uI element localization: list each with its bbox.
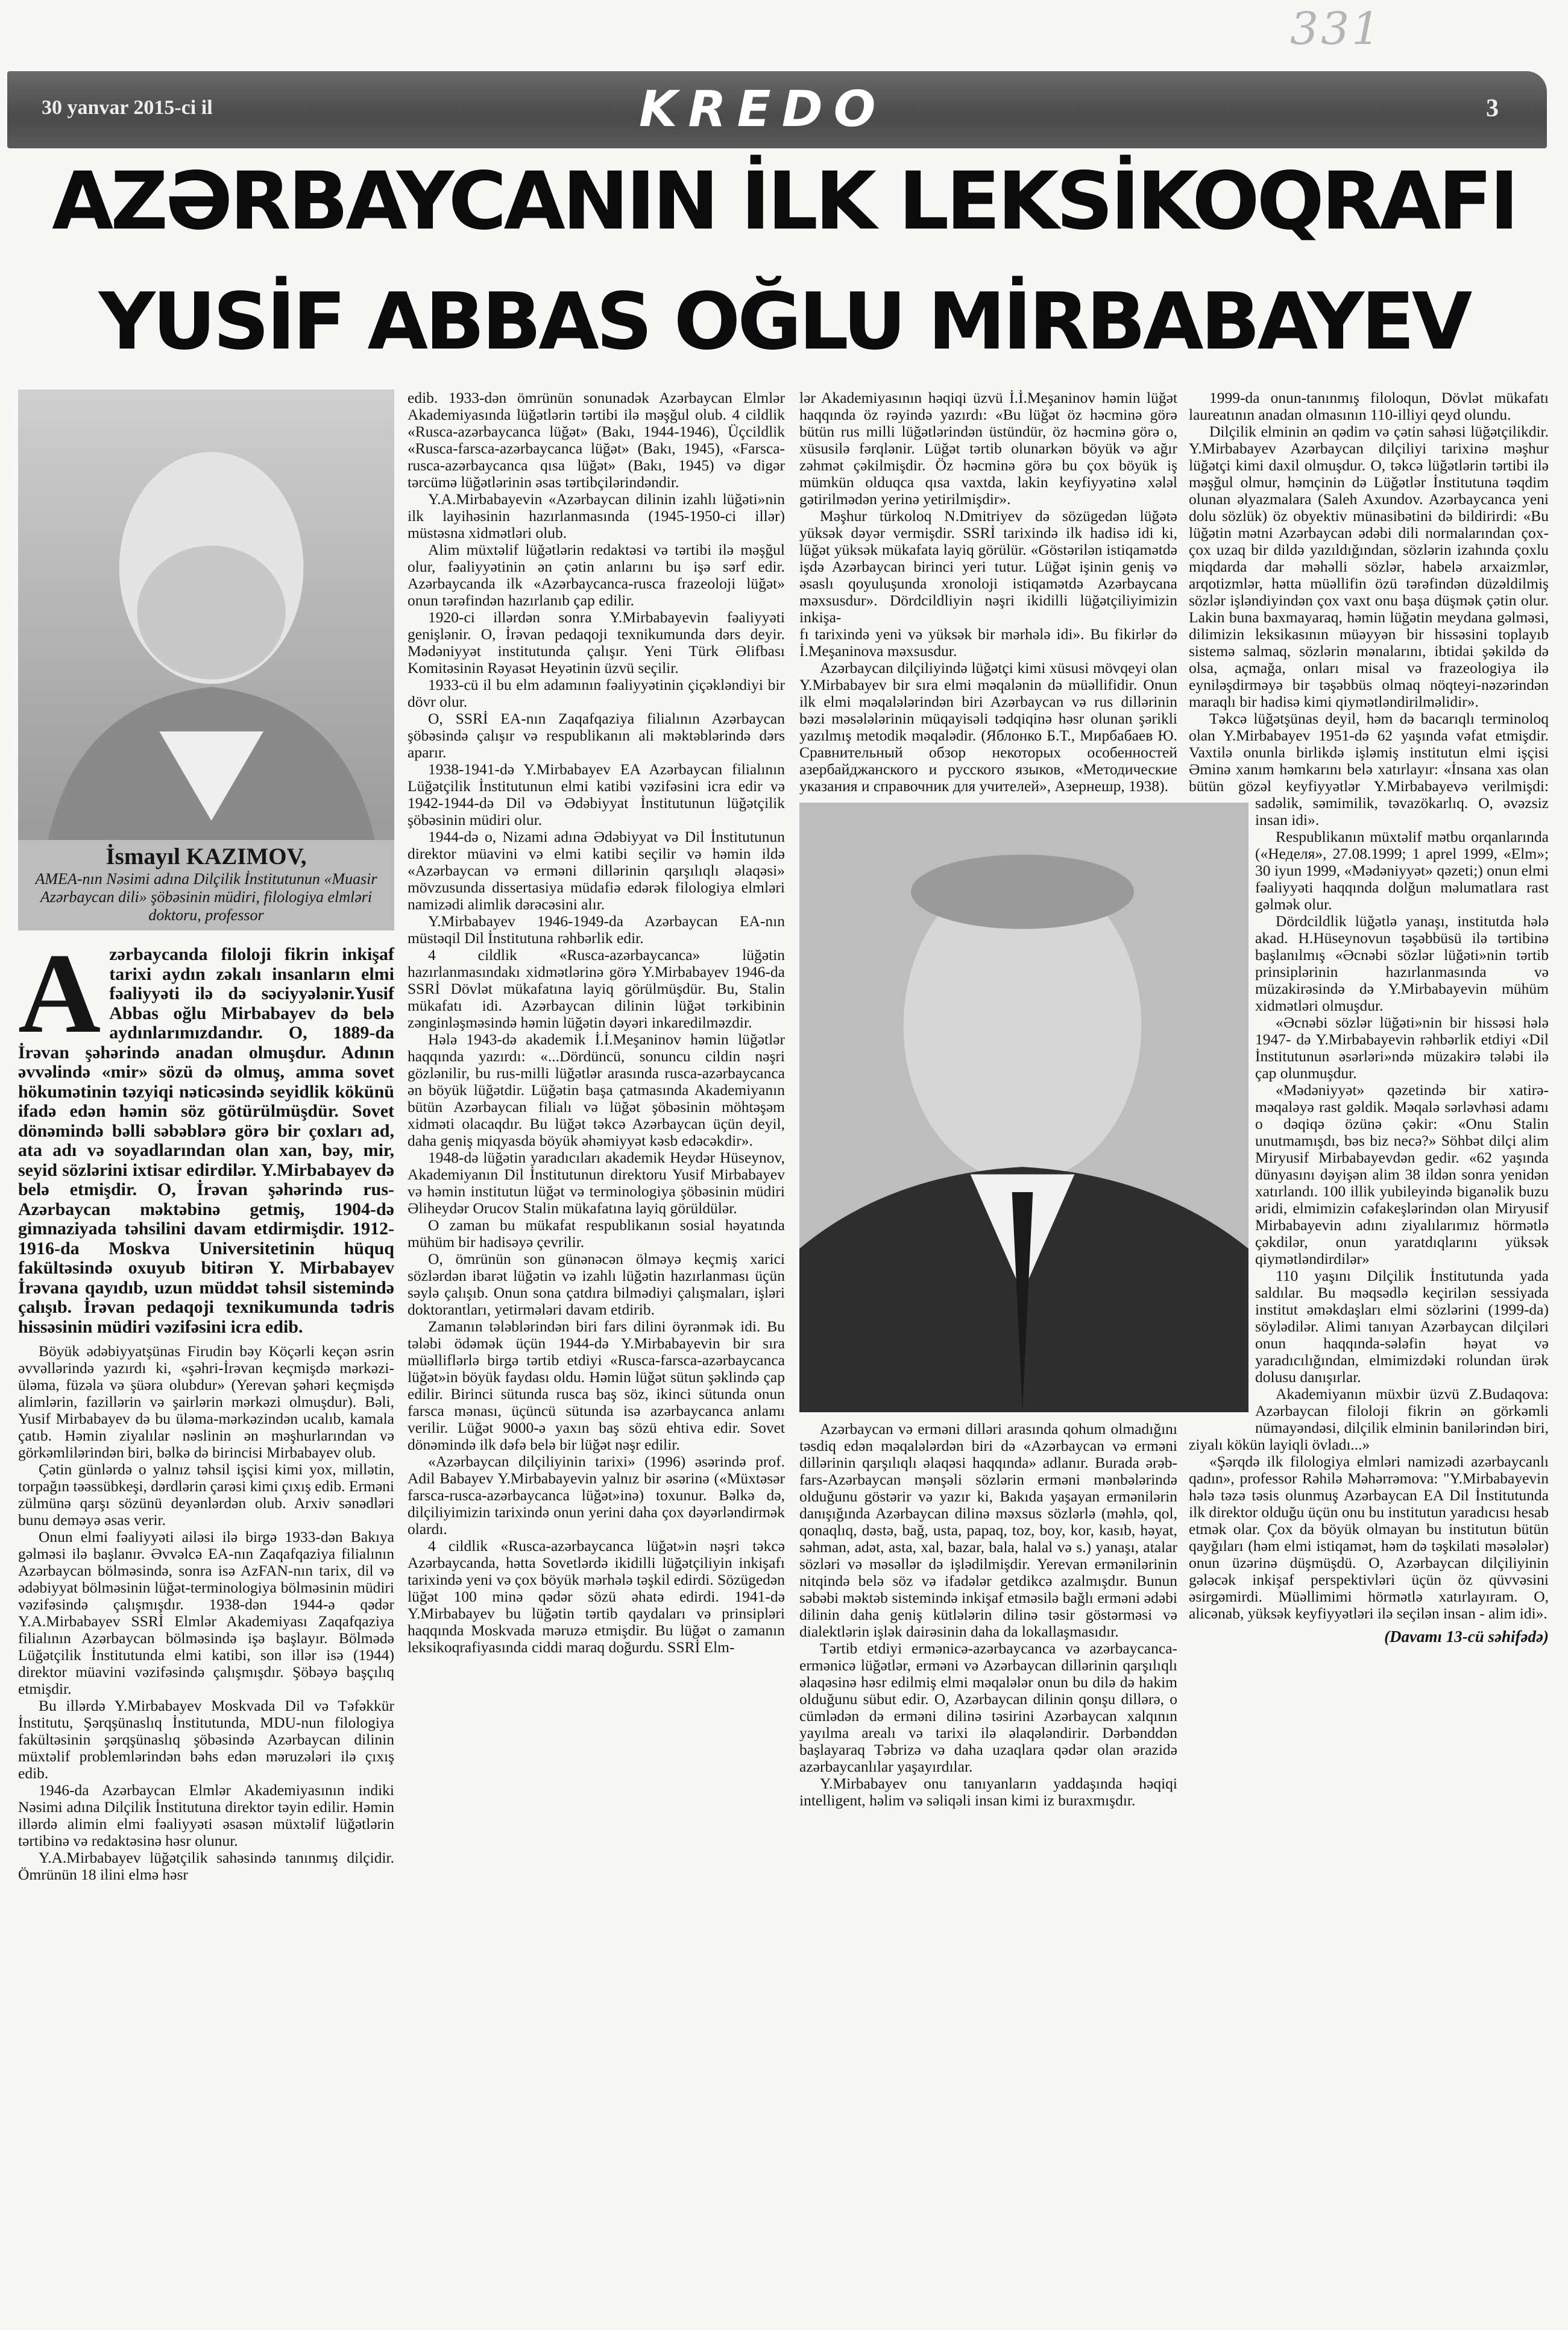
- issue-date: 30 yanvar 2015-ci il: [42, 96, 213, 119]
- paragraph: 4 cildlik «Rusca-azərbaycanca lüğət»in nəşri təkcə Azərbaycanda, hətta Sovetlərdə ikidilli lüğətçiliyin inkişafı tarixində yeni və çox böyük mərhələ təşkil edirdi. Sözügedən lüğət 100 minə qədər sözü əhatə edirdi. 1941-də Y.Mirbabayev bu lüğətin tərtib qaydaları və prinsipləri haqqında Moskvada məruzə etmişdir. Bu lüğət o zamanın leksikoqrafiyasında ciddi maraq doğurdu. SSRİ Elm-: [408, 1537, 785, 1656]
- paragraph: lər Akademiyasının həqiqi üzvü İ.İ.Meşaninov həmin lüğət haqqında öz rəyində yazırdı: «Bu lüğət öz həcminə görə bütün rus milli lüğətlərindən üstündür, öz həcminə görə o, xüsusilə fərqlənir. Lüğət tərtib olunarkən böyük və ağır zəhmət çəkilmişdir. Öz həcminə görə bu çox böyük iş mümkün olduqca qısa vaxtda, lakin keyfiyyətinə xələl gətirilmədən yerinə yetirilmişdir».: [799, 389, 1177, 508]
- article-column-2: [408, 390, 785, 1656]
- paragraph: Çətin günlərdə o yalnız təhsil işçisi kimi yox, millətin, torpağın təəssübkeşi, dərdlərin çarəsi kimi çıxış edib. Erməni zülmünə qarşı sözünü deyənlərdən olub. Arxiv sənədləri bunu deməyə əsas verir.: [18, 1460, 394, 1529]
- headline-line-2: [0, 276, 1568, 367]
- paragraph: Y.Mirbabayev onu tanıyanların yaddaşında həqiqi intelligent, həlim və səliqəli insan kimi iz buraxmışdır.: [799, 1775, 1177, 1809]
- paragraph: Respublikanın müxtəlif mətbu orqanlarında («Неделя», 27.08.1999; 1 aprel 1999, «Elm»; 30 iyun 1999, «Mədəniyyət» qəzeti;) onun elmi fəaliyyəti haqqında dolğun məlumatlara rast gəlmək olur.: [1255, 828, 1549, 913]
- paragraph: O, ömrünün son günənəcən ölməyə keçmiş xarici sözlərdən ibarət lüğətin və izahlı lüğətin hazırlanması üçün səylə çalışıb. Onun sona çatdıra bilmədiyi çalışmaları, işləri doktorantları, yetirmələri davam etdirib.: [408, 1250, 785, 1318]
- author-name: İsmayıl KAZIMOV,: [105, 844, 307, 870]
- paragraph: «Şərqdə ilk filologiya elmləri namizədi azərbaycanlı qadın», professor Rəhilə Məhərrəmova: "Y.Mirbabayevin hələ təzə təsis olunmuş Azərbaycan EA Dil İnstitutunda ilk direktor olduğu üçün onu bu institutun yaradıcısı hesab etmək olar. Çox da böyük olmayan bu institutun bütün qayğıları (həm elmi istiqamət, həm də təşkilati məsələlər) onun üzərinə düşmüşdü. O, Azərbaycan dilçiliyinin gələcək inkişaf perspektivləri üçün öz qüvvəsini əsirgəmirdi. Müəllimimi hörmətlə xatırlayıram. O, alicənab, yüksək keyfiyyətləri ilə seçilən insan - alim idi».: [1189, 1453, 1549, 1622]
- paragraph: Dördcildlik lüğətlə yanaşı, institutda hələ akad. H.Hüseynovun təşəbbüsü ilə tərtibinə başlanılmış «Əcnəbi sözlər lüğəti»nin tərtib prinsiplərinin hazırlanmasında və müzakirəsində də Y.Mirbabayevin mühüm xidmətləri olmuşdur.: [1255, 912, 1549, 1014]
- handwritten-page-number: 331: [1290, 3, 1383, 55]
- author-caption: [18, 840, 394, 930]
- author-role: AMEA-nın Nəsimi adına Dilçilik İnstitutunun «Muasir Azərbaycan dili» şöbəsinin müdiri, filologiya elmləri doktoru, professor: [35, 870, 377, 924]
- column-1-text: [18, 1343, 394, 1883]
- paragraph: Hələ 1943-də akademik İ.İ.Meşaninov həmin lüğətlər haqqında yazırdı: «...Dördüncü, sonuncu cildin nəşri gözlənilir, bu rus-milli lüğətlər arasında rusca-azərbaycanca ən böyük lüğətdir. Lüğətin başa çatmasında Akademiyanın bütün Azərbaycan filialı və lüğət şöbəsinin möhtəşəm xidməti olacaqdır. Bu lüğət təkcə Azərbaycan üçün deyil, daha geniş miqyasda böyük əhəmiyyət kəsb edəcəkdir».: [408, 1031, 785, 1149]
- paragraph: Azərbaycan və erməni dilləri arasında qohum olmadığını təsdiq edən məqalələrdən biri də «Azərbaycan və erməni dillərinin qarşılıqlı əlaqəsi haqqında» adlanır. Burada ərəb-fars-Azərbaycan mənşəli sözlərin erməni mənbələrində olduğunu göstərir və yazır ki, Bakıda yaşayan ermənilərin danışığında Azərbaycan dilinə məxsus sözlərlə (məhlə, qol, qonaqlıq, dəstə, bağ, usta, papaq, toz, boy, kor, kasıb, həyat, səhman, adət, asta, xal, bazar, bala, halal və s.) yanaşı, atalar sözləri və məsəllər də işlədilmişdir. Yerevan ermənilərinin nitqində belə söz və ifadələr getdikcə azalmışdır. Bunun səbəbi məktəb sistemində inkişaf etməsilə bağlı erməni ədəbi dilinin daha geniş kütlələrin dilinə təsir göstərməsi və dialektlərin işlək dairəsinin daha da lokallaşmasıdır.: [799, 1420, 1177, 1640]
- article-lead: [18, 930, 394, 1337]
- paragraph: Alim müxtəlif lüğətlərin redaktəsi və tərtibi ilə məşğul olur, fəaliyyətinin ən çətin anlarını bu işə sərf edir. Azərbaycanda ilk «Azərbaycanca-rusca frazeoloji lüğət» onun tərəfindən hazırlanıb çap edilir.: [408, 541, 785, 609]
- article-column-1: [18, 390, 394, 1883]
- newspaper-logo: KREDO: [639, 81, 887, 138]
- paragraph: edib. 1933-dən ömrünün sonunadək Azərbaycan Elmlər Akademiyasında lüğətlərin tərtibi ilə məşğul olub. 4 cildlik «Rusca-azərbaycanca lüğət» (Bakı, 1944-1946), Üçcildlik «Rusca-farsca-azərbaycanca lüğət» (Bakı, 1945), «Farsca-rusca-azərbaycanca qısa lüğət» (Bakı, 1945) və digər tərcümə lüğətlərinin əsas tərtibçilərindəndir.: [408, 389, 785, 491]
- paragraph: Tərtib etdiyi ermənicə-azərbaycanca və azərbaycanca-ermənicə lüğətlər, erməni və Azərbaycan dillərinin qarşılıqlı əlaqəsinə həsr edilmiş elmi məqalələr onun bu dilə də hakim olduğunu sübut edir. O, Azərbaycan dilinin qonşu dillərə, o cümlədən də erməni dilinə təsirini Azərbaycan xalqının yayılma arealı və tarixi ilə əlaqələndirir. Dərbənddən başlayaraq Təbrizə və daha uzaqlara qədər olan ərazidə azərbaycanlılar yaşayırdılar.: [799, 1640, 1177, 1775]
- paragraph: Bu illərdə Y.Mirbabayev Moskvada Dil və Təfəkkür İnstitutu, Şərqşünaslıq İnstitutunda, MDU-nun filologiya fakültəsinin şərqşünaslıq şöbəsində Azərbaycan dilinin müxtəlif problemlərindən bəhs edən məruzələri ilə çıxış edib.: [18, 1697, 394, 1782]
- headline-text: AZƏRBAYCANIN İLK LEKSİKOQRAFI: [52, 155, 1516, 248]
- paragraph: 1944-də o, Nizami adına Ədəbiyyat və Dil İnstitutunun direktor müavini və elmi katibi seçilir və həmin ildə «Azərbaycan və erməni dillərinin qarşılıqlı əlaqəsi» mövzusunda dissertasiya müdafiə edərək filologiya elmləri namizədi alimlik dərəcəsini alır.: [408, 828, 785, 913]
- paragraph: Y.A.Mirbabayev lüğətçilik sahəsində tanınmış dilçidir. Ömrünün 18 ilini elmə həsr: [18, 1849, 394, 1883]
- paragraph: fı tarixində yeni və yüksək bir mərhələ idi». Bu fikirlər də İ.Meşaninova məxsusdur.: [799, 625, 1177, 660]
- headline-line-1: [0, 155, 1568, 248]
- column-3-top-text: [799, 390, 1177, 626]
- lead-text: zərbaycanda filoloji fikrin inkişaf tarixi aydın zəkalı insanların elmi fəaliyyəti ilə də səciyyələnir.Yusif Abbas oğlu Mirbabayev də belə aydınlarımızdandır. O, 1889-da İrəvan şəhərində anadan olmuşdur. Adının əvvəlində «mir» sözü də olmuş, amma sovet hökumətinin təzyiqi nəticəsində seyidlik kökünü ifadə edən həmin söz götürülmüşdür. Sovet dönəmində bəlli səbəblərə görə bir çoxları ad, ata adı və soyadlarından olan xan, bəy, mir, seyid sözlərini ixtisar edirdilər. Y.Mirbabayev də belə etmişdir. O, İrəvan şəhərində rus-Azərbaycan məktəbinə getmiş, 1904-də gimnaziyada təhsilini davam etdirmişdir. 1912- 1916-da Moskva Universitetinin hüquq fakültəsində oxuyub bitirən Y. Mirbabayev İrəvana qayıdıb, uzun müddət təhsil sistemində çalışıb. İrəvan pedaqoji texnikumunda tədris hissəsinin müdiri vəzifəsini icra edib.: [18, 944, 394, 1337]
- paragraph: 1920-ci illərdən sonra Y.Mirbabayevin fəaliyyəti genişlənir. O, İrəvan pedaqoji texnikumunda dərs deyir. Mədəniyyət institutunda çalışır. Yeni Türk Əlifbası Komitəsinin Rəyasət Heyətinin üzvü seçilir.: [408, 608, 785, 677]
- paragraph: 1933-cü il bu elm adamının fəaliyyətinin çiçəkləndiyi bir dövr olur.: [408, 676, 785, 710]
- paragraph: Dilçilik elminin ən qədim və çətin sahəsi lüğətçilikdir. Y.Mirbabayev Azərbaycan dilçiliyi tarixinə məşhur lüğətçi kimi daxil olmuşdur. O, təkcə lüğətlərin tərtibi ilə məşğul olmur, həmçinin də Lüğətlər İnstitutuna təqdim olunan əlyazmalara (Saleh Axundov. Azərbaycanca yeni dolu sözlük) öz obyektiv münasibətini də bildirirdi: «Bu lüğətin mətni Azərbaycan ədəbi dili normalarından çox-çox uzaq bir dildə yazıldığından, sözlərin izahında çoxlu miqdarda dar məhəlli sözlər, habelə arxaizmlər, arqotizmlər, hətta müəllifin özü tərəfindən düzəldilmiş sözlər işləndiyindən çox vaxt onu başa düşmək çətin olur. Lakin buna baxmayaraq, həmin lüğətin meydana gəlməsi, dilimizin leksikasının müəyyən bir hissəsini toplayıb sistemə salmaq, sözlərin mənalarını, ibtidai şəkildə də olsa, açmağa, onları misal və frazeologiya ilə eyniləşdirməyə bir təşəbbüs olmaq nöqteyi-nəzərindən maraqlı bir hadisə kimi qiymətləndirilməlidir».: [1189, 423, 1549, 710]
- drop-cap: A: [18, 930, 101, 1057]
- paragraph: 1999-da onun-tanınmış filoloqun, Dövlət mükafatı laureatının anadan olmasının 110-illiyi qeyd olundu.: [1189, 389, 1549, 423]
- paragraph: 110 yaşını Dilçilik İnstitutunda yada saldılar. Bu məqsədlə keçirilən sessiyada institut əməkdaşları elmi sözlərini (1999-da) söylədilər. Alimi tanıyan Azərbaycan dilçiləri onun haqqında-sələfin həyat və yaradıcılığından, elmimizdəki rolundan ürək dolusu danışırlar.: [1255, 1267, 1549, 1386]
- headline-text: YUSİF ABBAS OĞLU MİRBABAYEV: [98, 276, 1470, 367]
- paragraph: Onun elmi fəaliyyəti ailəsi ilə birgə 1933-dən Bakıya gəlməsi ilə başlanır. Əvvəlcə EA-nın Zaqafqaziya filialının Azərbaycan bölməsində, sonra isə AzFAN-nın tarix, dil və ədəbiyyat bölməsinin lüğət-terminologiya bölməsinin müdiri vəzifəsində çalışmışdır. 1938-dən 1944-ə qədər Y.A.Mirbabayev SSRİ Elmlər Akademiyası Zaqafqaziya filialının Azərbaycan bölməsində işə başlayır. Bölmədə Lüğətçilik İnstitutunda elmi katibi, son illər isə (1944) direktor müavini vəzifəsində çalışmışdır. Şöbəyə başçılıq etmişdir.: [18, 1528, 394, 1697]
- paragraph: «Mədəniyyət» qəzetində bir xatirə-məqaləyə rast gəldik. Məqalə sərləvhəsi adamı o dəqiqə özünə çəkir: «Onu Stalin unutmamışdı, bəs biz necə?» Söhbət dilçi alim Miryusif Mirbabayevdən gedir. «62 yaşında dünyasını dəyişən alim 38 ildən sonra yenidən xatırlandı. 100 illik yubileyində biganəlik buzu əridi, elmimizin cəfakeşlərindən olan Miryusif Mirbabayevin adını ziyalılarımız hörmətlə çəkdilər, onun yaratdıqlarını yüksək qiymətləndirdilər»: [1255, 1081, 1549, 1268]
- paragraph: 1938-1941-də Y.Mirbabayev EA Azərbaycan filialının Lüğətçilik İnstitutunun elmi katibi vəzifəsini icra edir və 1942-1944-də Dil və Ədəbiyyat İnstitutunun lüğətçilik şöbəsinin müdiri olur.: [408, 760, 785, 829]
- paragraph: Zamanın tələblərindən biri fars dilini öyrənmək idi. Bu tələbi ödəmək üçün 1944-də Y.Mirbabayevin bir sıra müəlliflərlə birgə tərtib etdiyi «Rusca-farsca-azərbaycanca lüğət»in böyük faydası oldu. Həmin lüğət sütun şəklində çap edilir. Birinci sütunda rusca baş söz, ikinci sütunda onun farsca mənası, üçüncü sütunda isə azərbaycanca anlamı verilir. Lüğət 9000-ə yaxın baş sözü ehtiva edir. Sovet dönəmində ilk dəfə belə bir lüğət nəşr edilir.: [408, 1318, 785, 1453]
- page-number: 3: [1486, 95, 1499, 122]
- paragraph: O, SSRİ EA-nın Zaqafqaziya filialının Azərbaycan şöbəsində çalışır və respublikanın ali məktəblərində dərs aparır.: [408, 710, 785, 761]
- paragraph: «Azərbaycan dilçiliyinin tarixi» (1996) əsərində prof. Adil Babayev Y.Mirbabayevin yalnız bir əsərinə («Müxtəsər farsca-rusca-azərbaycanca lüğət»inə) toxunur. Bəlkə də, dilçiliyimizin tarixində onun yerini daha çox dəyərləndirmək olardı.: [408, 1453, 785, 1538]
- mirbabayev-portrait-photo: [799, 803, 1248, 1412]
- paragraph: 1946-da Azərbaycan Elmlər Akademiyasının indiki Nəsimi adına Dilçilik İnstitutuna direktor təyin edilir. Həmin illərdə alimin elmi fəaliyyəti əsasən müxtəlif lüğətlərin tərtibinə və redaktəsinə həsr olunur.: [18, 1781, 394, 1849]
- paragraph: Y.A.Mirbabayevin «Azərbaycan dilinin izahlı lüğəti»nin ilk layihəsinin hazırlanmasında (1945-1950-ci illər) müstəsna xidmətləri olub.: [408, 490, 785, 541]
- paragraph: «Əcnəbi sözlər lüğəti»nin bir hissəsi hələ 1947- də Y.Mirbabayevin rəhbərlik etdiyi «Dil İnstitutunun əsərləri»ndə müzakirə tələbi ilə çap olunmuşdur.: [1255, 1014, 1549, 1082]
- paragraph: 4 cildlik «Rusca-azərbaycanca» lüğətin hazırlanmasındakı xidmətlərinə görə Y.Mirbabayev 1946-da SSRİ Dövlət mükafatına layiq görülmüşdür. Bu, Stalin mükafatı idi. Azərbaycan dilinin lüğət tərkibinin zənginləşməsində həmin lüğətin dəyəri inkaredilməzdir.: [408, 946, 785, 1031]
- paragraph: Y.Mirbabayev 1946-1949-da Azərbaycan EA-nın müstəqil Dil İnstitutuna rəhbərlik edir.: [408, 912, 785, 947]
- continuation-note: (Davamı 13-cü səhifədə): [1384, 1628, 1549, 1646]
- paragraph: Məşhur türkoloq N.Dmitriyev də sözügedən lüğətə yüksək dəyər vermişdir. SSRİ tarixində ilk hadisə idi ki, lüğət yüksək mükafata layiq görülür. «Göstərilən istiqamətdə işdə Azərbaycan birinci yeri tutur. Lüğət işinin geniş və əsaslı qoyuluşunda xronoloji istiqamətdə Azərbaycana məxsusdur». Dördcildliyin nəşri ikidilli lüğətçiliyimizin inkişa-: [799, 507, 1177, 626]
- paragraph: O zaman bu mükafat respublikanın sosial həyatında mühüm bir hadisəyə çevrilir.: [408, 1216, 785, 1251]
- paragraph: Təkcə lüğətşünas deyil, həm də bacarıqlı terminoloq olan Y.Mirbabayev 1951-də 62 yaşında vəfat etmişdir. Vaxtilə onunla birlikdə işləmiş institutun elmi işçisi Əminə xanım həmkarını belə xatırlayır: «İnsana xas olan bütün gözəl keyfiyyətlər Y.Mirbabayevə verilmişdi: sadəlik, səmimilik, təvazökarlıq. O, əvəzsiz insan idi».: [1189, 710, 1549, 829]
- author-portrait-icon: [18, 390, 394, 840]
- article-column-4: [1189, 390, 1549, 1645]
- paragraph: Böyük ədəbiyyatşünas Firudin bəy Köçərli keçən əsrin əvvəllərində yazırdı ki, «şəhri-İrəvan keçmişdə mərkəzi-üləma, füzəla və şüəra olubdur» (Yerevan şəhəri keçmişdə alimlərin, fazillərin və şairlərin mərkəzi olmuşdur). Bəli, Yusif Mirbabayev də bu üləma-mərkəzindən ucalıb, kamala çatıb. Həmin ziyalılar nəslinin ən məşhurlarından və görkəmlilərindən biri, bəlkə də birincisi Mirbabayev olub.: [18, 1342, 394, 1461]
- paragraph: Azərbaycan dilçiliyində lüğətçi kimi xüsusi mövqeyi olan Y.Mirbabayev bir sıra elmi məqalənin də müəllifidir. Onun ilk elmi məqalələrindən biri Azərbaycan və rus dillərinin bəzi məsələlərinin müqayisəli tədqiqinə həsr olunan şərikli yazılmış metodik məqalədir. (Яблонко Б.Т., Мирбабаев Ю. Сравнительный обзор некоторых особенностей азербайджанского и русского языков, «Методические указания и справочник для учителей», Азернешр, 1938).: [799, 659, 1177, 795]
- author-photo: [18, 390, 394, 840]
- paragraph: 1948-də lüğətin yaradıcıları akademik Heydər Hüseynov, Akademiyanın Dil İnstitutunun direktoru Yusif Mirbabayev və həmin institutun lüğət və terminologiya şöbəsinin müdiri Əliheydər Orucov Stalin mükafatına layiq görüldülər.: [408, 1149, 785, 1217]
- paragraph: Akademiyanın müxbir üzvü Z.Budaqova: Azərbaycan filoloji fikrin ən görkəmli nümayəndəsi, dilçilik elminin banilərindən biri, ziyalı kökün layiqli övladı...»: [1189, 1385, 1549, 1453]
- portrait-icon: [799, 803, 1248, 1412]
